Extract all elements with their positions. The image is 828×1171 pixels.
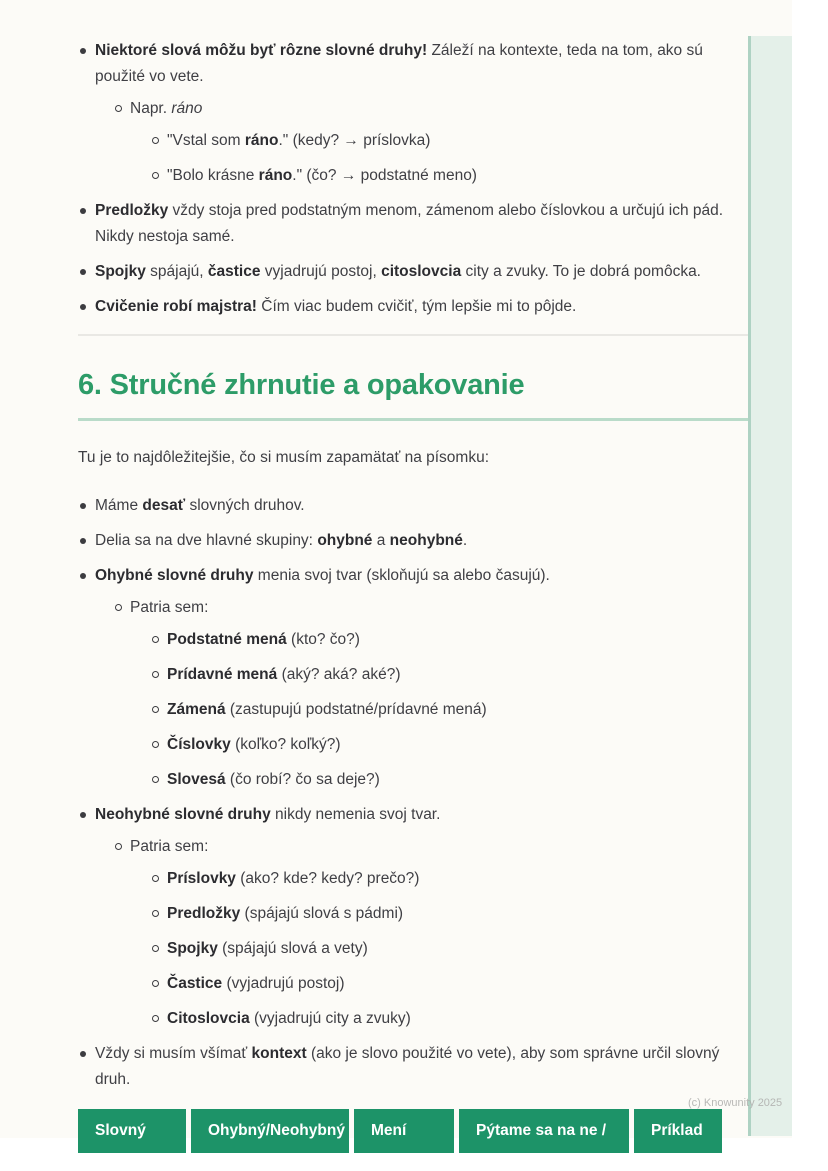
list-item-text xyxy=(167,666,401,683)
list-item-text xyxy=(95,298,576,315)
list-item xyxy=(150,767,748,793)
text-segment: Neohybné slovné druhy xyxy=(95,806,271,823)
summary-table-header-row xyxy=(78,1109,748,1153)
text-segment: Prídavné mená xyxy=(167,666,278,683)
list-item-text xyxy=(167,631,360,648)
text-segment: Citoslovcia xyxy=(167,1010,250,1027)
list-item-text xyxy=(130,599,208,616)
text-segment: citoslovcia xyxy=(381,263,462,280)
list-item-text xyxy=(95,42,703,85)
list-item-text xyxy=(95,202,723,245)
text-segment: spájajú, xyxy=(145,263,208,280)
text-segment: ráno xyxy=(244,132,279,149)
text-segment: Delia sa na dve hlavné skupiny: xyxy=(95,532,318,549)
text-segment: Spojky xyxy=(95,263,146,280)
list-item xyxy=(78,198,748,250)
text-segment: častice xyxy=(207,263,261,280)
nested-list xyxy=(113,595,748,793)
page-accent-bar xyxy=(748,36,792,1136)
section-heading: 6. Stručné zhrnutie a opakovanie xyxy=(78,366,748,421)
text-segment: ohybné xyxy=(317,532,373,549)
list-item-text xyxy=(167,975,344,992)
text-segment: Spojky xyxy=(167,940,218,957)
text-segment: Čím viac budem cvičiť, tým lepšie mi to pôjde. xyxy=(256,298,577,315)
text-segment: Cvičenie robí majstra! xyxy=(95,298,257,315)
text-segment: (čo robí? čo sa deje?) xyxy=(225,771,380,788)
list-item xyxy=(78,294,748,320)
list-item-text xyxy=(95,567,550,584)
text-segment: (vyjadrujú postoj) xyxy=(222,975,345,992)
text-segment: (kto? čo?) xyxy=(286,631,360,648)
text-segment: (aký? aká? aké?) xyxy=(277,666,401,683)
list-item xyxy=(113,96,748,189)
text-segment: (vyjadrujú city a zvuky) xyxy=(249,1010,411,1027)
nested-list xyxy=(150,627,748,793)
text-segment: Číslovky xyxy=(167,736,231,753)
table-header-cell: Ohybný/Neohybný xyxy=(191,1109,349,1153)
list-item xyxy=(78,38,748,189)
nested-list xyxy=(113,96,748,189)
list-item xyxy=(78,802,748,1032)
text-segment: menia svoj tvar (skloňujú sa alebo časujú). xyxy=(253,567,550,584)
list-item-text xyxy=(167,1010,411,1027)
list-item-text xyxy=(167,132,430,149)
list-item xyxy=(113,834,748,1032)
list-item-text xyxy=(95,263,701,280)
text-segment: a xyxy=(372,532,390,549)
text-segment: vyjadrujú postoj, xyxy=(260,263,382,280)
text-segment: Častice xyxy=(167,975,223,992)
text-segment: Patria sem: xyxy=(130,599,209,616)
list-item xyxy=(78,1041,748,1093)
text-segment: desať xyxy=(142,497,186,514)
summary-intro: Tu je to najdôležitejšie, čo si musím zapamätať na písomku: xyxy=(78,449,490,466)
list-item xyxy=(150,732,748,758)
text-segment: kontext xyxy=(251,1045,307,1062)
list-item xyxy=(150,1006,748,1032)
text-segment: (ako? kde? kedy? prečo?) xyxy=(235,870,420,887)
text-segment: Slovesá xyxy=(167,771,226,788)
table-header-cell: Mení xyxy=(354,1109,454,1153)
list-item xyxy=(78,259,748,285)
text-segment: (zastupujú podstatné/prídavné mená) xyxy=(225,701,487,718)
text-segment: "Vstal som xyxy=(167,132,245,149)
text-segment: (spájajú slová s pádmi) xyxy=(240,905,404,922)
text-segment: Príslovky xyxy=(167,870,236,887)
list-item xyxy=(150,128,748,154)
list-item xyxy=(150,662,748,688)
table-header-cell: Príklad xyxy=(634,1109,722,1153)
text-segment: slovných druhov. xyxy=(185,497,305,514)
list-item-text xyxy=(95,1045,719,1088)
list-item-text xyxy=(95,497,305,514)
list-item xyxy=(150,163,748,189)
list-item xyxy=(78,493,748,519)
key-points-list xyxy=(78,38,748,320)
list-item-text xyxy=(167,736,341,753)
text-segment: Patria sem: xyxy=(130,838,209,855)
list-item-text xyxy=(167,870,419,887)
text-segment: vždy stoja pred podstatným menom, zámenom alebo číslovkou a určujú ich pád. Nikdy nestoja samé. xyxy=(95,202,724,245)
text-segment: (ako je slovo použité vo vete), aby som správne určil slovný druh. xyxy=(95,1045,720,1088)
section-divider xyxy=(78,334,748,336)
text-segment: Predložky xyxy=(167,905,241,922)
list-item-text xyxy=(167,701,487,718)
text-segment: (koľko? koľký?) xyxy=(230,736,341,753)
watermark: (c) Knowunity 2025 xyxy=(688,1097,783,1109)
list-item xyxy=(150,971,748,997)
text-segment: Máme xyxy=(95,497,143,514)
list-item-text xyxy=(130,838,208,855)
nested-list xyxy=(150,128,748,189)
list-item xyxy=(78,563,748,793)
list-item xyxy=(150,901,748,927)
text-segment: city a zvuky. To je dobrá pomôcka. xyxy=(461,263,701,280)
list-item xyxy=(113,595,748,793)
text-segment: . xyxy=(462,532,468,549)
text-segment: Napr. xyxy=(130,100,172,117)
text-segment: Niektoré slová môžu byť rôzne slovné druhy! xyxy=(95,42,428,59)
table-header-cell: Pýtame sa na ne / xyxy=(459,1109,629,1153)
list-item-text xyxy=(95,532,467,549)
list-item-text xyxy=(167,167,477,184)
list-item xyxy=(150,936,748,962)
list-item-text xyxy=(167,771,380,788)
list-item-text xyxy=(95,806,440,823)
text-segment: Zámená xyxy=(167,701,226,718)
text-segment: (spájajú slová a vety) xyxy=(217,940,368,957)
page-content xyxy=(78,38,748,1153)
text-segment: "Bolo krásne xyxy=(167,167,259,184)
list-item xyxy=(150,627,748,653)
text-segment: ." (kedy? → príslovka) xyxy=(278,132,431,149)
list-item-text xyxy=(167,905,403,922)
nested-list xyxy=(150,866,748,1032)
nested-list xyxy=(113,834,748,1032)
text-segment: Vždy si musím všímať xyxy=(95,1045,252,1062)
text-segment: ráno xyxy=(171,100,203,117)
list-item xyxy=(78,528,748,554)
list-item-text xyxy=(130,100,202,117)
list-item-text xyxy=(167,940,368,957)
text-segment: Predložky xyxy=(95,202,169,219)
text-segment: ráno xyxy=(258,167,293,184)
list-item xyxy=(150,697,748,723)
list-item xyxy=(150,866,748,892)
text-segment: nikdy nemenia svoj tvar. xyxy=(270,806,441,823)
table-header-cell: Slovný xyxy=(78,1109,186,1153)
text-segment: ." (čo? → podstatné meno) xyxy=(292,167,477,184)
text-segment: Ohybné slovné druhy xyxy=(95,567,254,584)
text-segment: Záleží na kontexte, teda na tom, ako sú použité vo vete. xyxy=(95,42,703,85)
text-segment: neohybné xyxy=(389,532,463,549)
text-segment: Podstatné mená xyxy=(167,631,287,648)
summary-list xyxy=(78,493,748,1093)
